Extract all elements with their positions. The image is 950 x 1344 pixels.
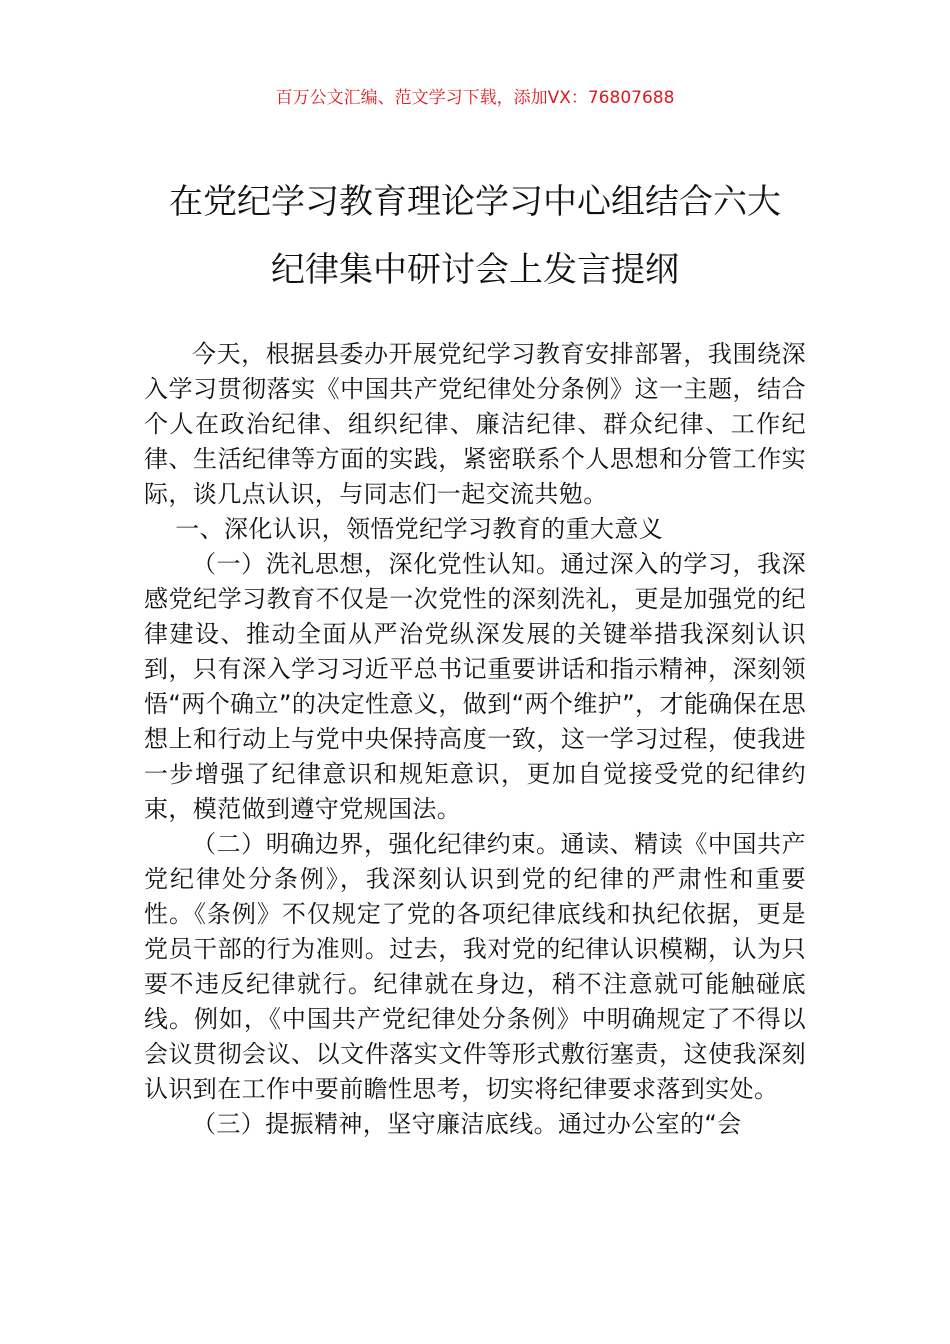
subsection-paragraph-2: （二）明确边界，强化纪律约束。通读、精读《中国共产党纪律处分条例》，我深刻认识到党的纪律的严肃性和重要性。《条例》不仅规定了党的各项纪律底线和执纪依据，更是党员干部的行为准则。过去，我对党的纪律认识模糊，认为只要不违反纪律就行。纪律就在身边，稍不注意就可能触碰底线。例如，《中国共产党纪律处分条例》中明确规定了不得以会议贯彻会议、以文件落实文件等形式敷衍塞责，这使我深刻认识到在工作中要前瞻性思考，切实将纪律要求落到实处。	[144, 830, 806, 1103]
document-title-line-1: 在党纪学习教育理论学习中心组结合六大	[169, 182, 781, 222]
document-body	[144, 337, 806, 1142]
intro-paragraph: 今天，根据县委办开展党纪学习教育安排部署，我围绕深入学习贯彻落实《中国共产党纪律处分条例》这一主题，结合个人在政治纪律、组织纪律、廉洁纪律、群众纪律、工作纪律、生活纪律等方面的实践，紧密联系个人思想和分管工作实际，谈几点认识，与同志们一起交流共勉。	[144, 340, 806, 508]
header-watermark: 百万公文汇编、范文学习下载，添加VX：76807688	[275, 88, 675, 108]
subsection-paragraph-3: （三）提振精神，坚守廉洁底线。通过办公室的“会	[192, 1110, 742, 1138]
document-title-line-2: 纪律集中研讨会上发言提纲	[271, 250, 679, 290]
subsection-paragraph-1: （一）洗礼思想，深化党性认知。通过深入的学习，我深感党纪学习教育不仅是一次党性的深刻洗礼，更是加强党的纪律建设、推动全面从严治党纵深发展的关键举措我深刻认识到，只有深入学习习近平总书记重要讲话和指示精神，深刻领悟“两个确立”的决定性意义，做到“两个维护”，才能确保在思想上和行动上与党中央保持高度一致，这一学习过程，使我进一步增强了纪律意识和规矩意识，更加自觉接受党的纪律约束，模范做到遵守党规国法。	[144, 550, 806, 823]
section-heading: 一、深化认识，领悟党纪学习教育的重大意义	[175, 515, 664, 543]
